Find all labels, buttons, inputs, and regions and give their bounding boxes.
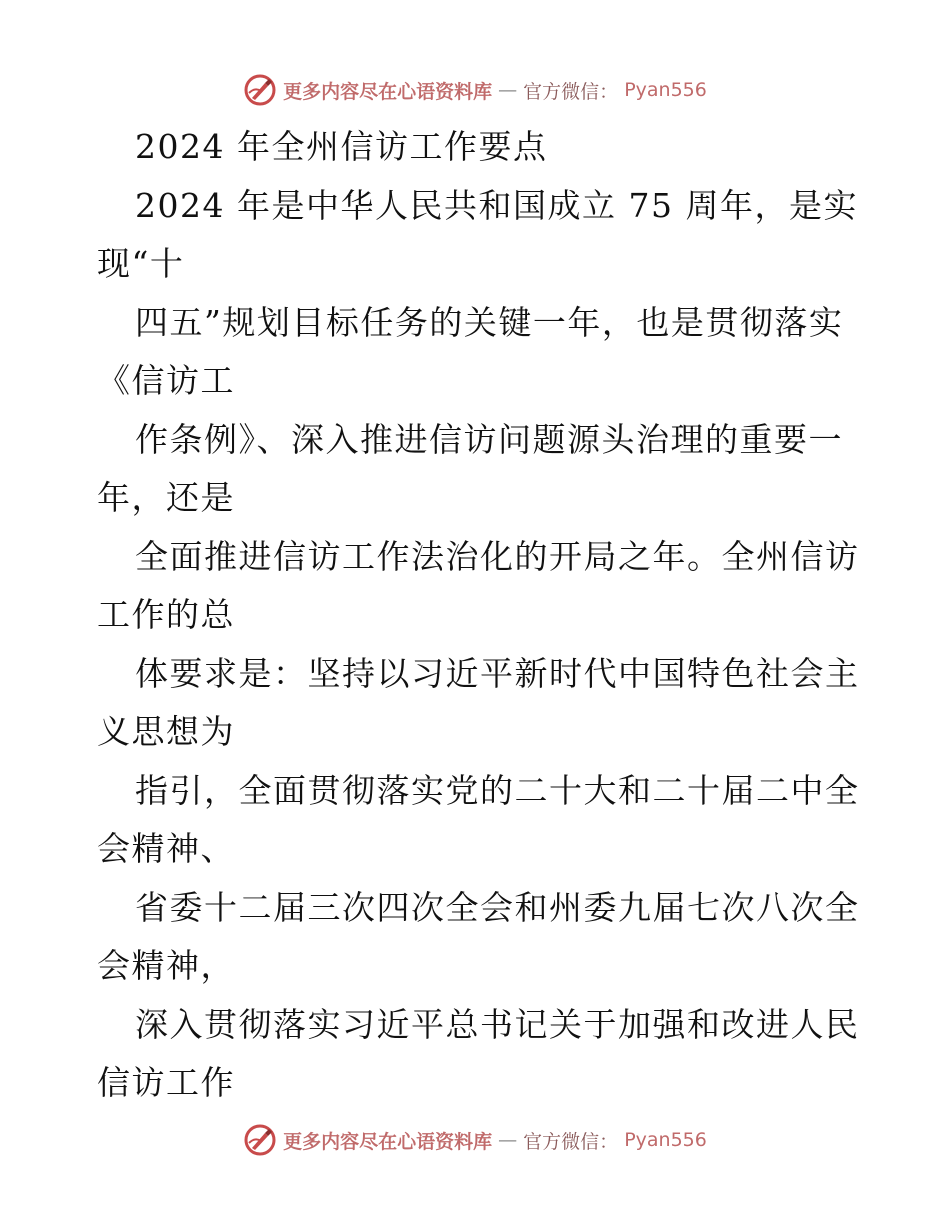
text-line: 体要求是：坚持以习近平新时代中国特色社会主 [135,653,860,693]
text-line: 四五”规划目标任务的关键一年，也是贯彻落实 [135,302,844,342]
text-line: 深入贯彻落实习近平总书记关于加强和改进人民 [135,1004,860,1044]
text-line: 省委十二届三次四次全会和州委九届七次八次全 [135,887,860,927]
watermark-wechat-id: Pyan556 [624,1129,707,1151]
document-body [97,118,860,1113]
watermark-wechat-label: 官方微信： [523,1130,619,1153]
text-line: 信访工作 [97,1063,235,1102]
watermark-wechat-id: Pyan556 [624,79,707,101]
pen-logo-icon [243,73,277,107]
text-line: 会精神、 [97,829,235,868]
text-line: 义思想为 [97,712,235,751]
text-line: 《信访工 [97,361,235,400]
document-title: 2024 年全州信访工作要点 [135,127,548,166]
text-line: 工作的总 [97,595,235,634]
watermark-separator: — [498,1129,518,1151]
text-line: 全面推进信访工作法治化的开局之年。全州信访 [135,536,860,576]
text-line: 会精神， [97,946,235,985]
text-line: 年，还是 [97,478,235,517]
text-line: 现“十 [97,244,185,283]
header-watermark [0,70,950,110]
footer-watermark [0,1120,950,1160]
watermark-group [243,73,707,107]
text-line: 指引，全面贯彻落实党的二十大和二十届二中全 [135,770,860,810]
watermark-wechat-label: 官方微信： [523,80,619,103]
watermark-group [243,1123,707,1157]
watermark-main-text: 更多内容尽在心语资料库 [283,80,493,103]
watermark-main-text: 更多内容尽在心语资料库 [283,1130,493,1153]
pen-logo-icon [243,1123,277,1157]
watermark-separator: — [498,79,518,101]
text-line: 2024 年是中华人民共和国成立 75 周年，是实 [135,185,858,225]
text-line: 作条例》、深入推进信访问题源头治理的重要一 [135,419,843,459]
